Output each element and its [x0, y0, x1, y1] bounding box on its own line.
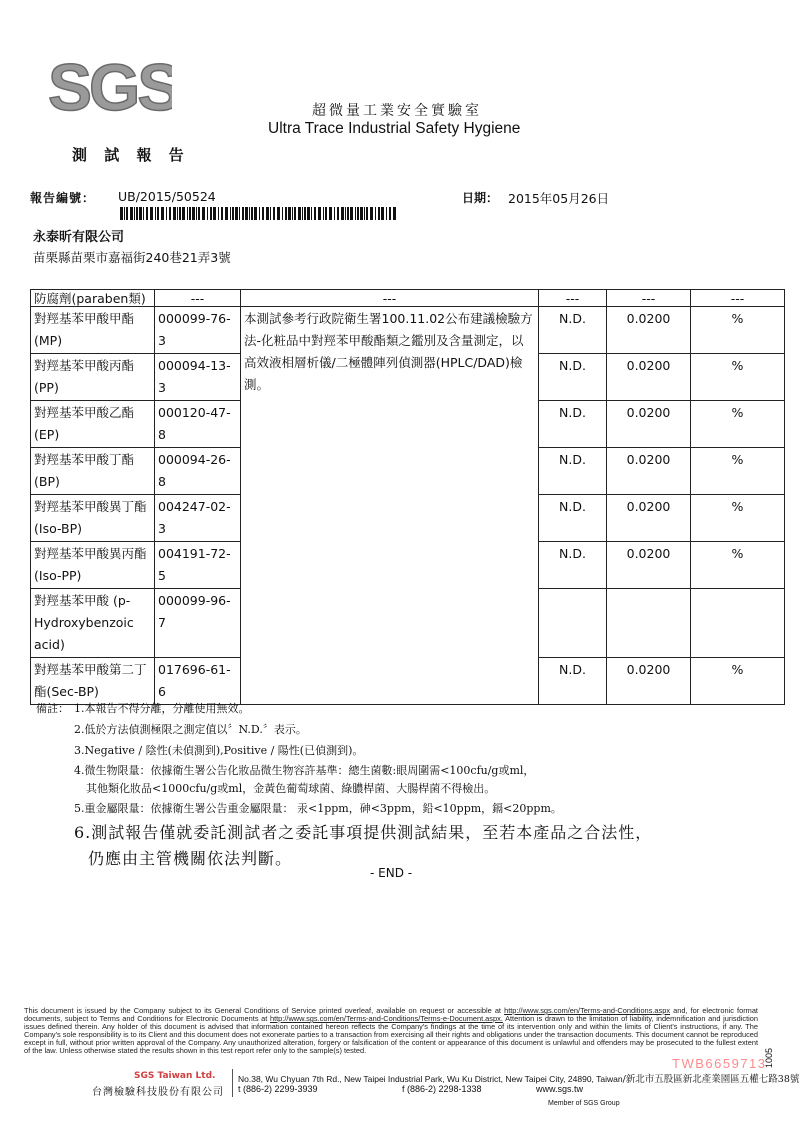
barcode-bar — [334, 207, 335, 220]
barcode-bar — [232, 207, 234, 220]
note-4: 4.微生物限量：依據衛生署公告化妝品微生物容許基準：總生菌數:眼周圍需<100cfu/g或ml， — [74, 764, 535, 777]
row-result: N.D. — [539, 448, 607, 495]
row-name: 對羥基苯甲酸甲酯(MP) — [31, 307, 155, 354]
row-name: 對羥基苯甲酸異丙酯(Iso-PP) — [31, 542, 155, 589]
row-mdl — [607, 589, 691, 658]
barcode-bar — [266, 207, 269, 220]
barcode-bar — [239, 207, 240, 220]
barcode-bar — [150, 207, 153, 220]
barcode-bar — [192, 207, 195, 220]
barcode-bar — [124, 207, 125, 220]
disclaimer-part-3: Attention is drawn to the limitation of liability, indemnification and jurisdiction issues defined therein. Any holder of this document is advised that information contained hereon reflects the Company's findings at the time of its intervention only and within the limits of Client's instructions, if any. The Company's sole responsibility is to its Client and this document does not exonerate parties to a transaction from exercising all their rights and obligations under the transaction documents. This document cannot be reproduced except in full, without prior written approval of the Company. Any unauthorized alteration, forgery or falsification of the content or appearance of this document is unlawful and offenders may be prosecuted to the fullest extent of the law. Unless otherwise stated the results shown in this test report refer only to the sample(s) tested. — [24, 1014, 758, 1055]
note-1: 1.本報告不得分離，分離使用無效。 — [74, 702, 250, 715]
barcode-bar — [288, 207, 291, 220]
note-5: 5.重金屬限量：依據衛生署公告重金屬限量： 汞<1ppm，砷<3ppm，鉛<10ppm，鎘<20ppm。 — [74, 802, 562, 815]
row-cas: 000094-26-8 — [155, 448, 241, 495]
barcode-bar — [347, 207, 349, 220]
barcode-bar — [225, 207, 228, 220]
report-title: 測 試 報 告 — [72, 146, 190, 164]
barcode-bar — [294, 207, 296, 220]
row-mdl: 0.0200 — [607, 495, 691, 542]
barcode-bar — [161, 207, 164, 220]
footer-address-cn: /新北市五股區新北產業園區五權七路38號 — [622, 1074, 800, 1085]
barcode-bar — [157, 207, 159, 220]
barcode-bar — [386, 207, 387, 220]
footer-fax: f (886-2) 2298-1338 — [402, 1084, 482, 1094]
barcode-bar — [221, 207, 223, 220]
row-cas: 017696-61-6 — [155, 658, 241, 705]
row-mdl: 0.0200 — [607, 448, 691, 495]
barcode-bar — [130, 207, 133, 220]
row-cas: 000099-96-7 — [155, 589, 241, 658]
barcode-bar — [230, 207, 231, 220]
barcode-bar — [307, 207, 310, 220]
client-address: 苗栗縣苗栗市嘉福街240巷21弄3號 — [33, 250, 231, 265]
footer-telephone: t (886-2) 2299-3939 — [238, 1084, 318, 1094]
barcode-bar — [235, 207, 238, 220]
barcode-bar — [202, 207, 205, 220]
barcode-bar — [189, 207, 191, 220]
note-3: 3.Negative / 陰性(未偵測到),Positive / 陽性(已偵測到)。 — [74, 744, 364, 757]
header-mdl: --- — [607, 290, 691, 307]
member-of-sgs: Member of SGS Group — [548, 1100, 620, 1107]
footer-website[interactable]: www.sgs.tw — [536, 1084, 584, 1094]
barcode-bar — [298, 207, 301, 220]
barcode-bar — [166, 207, 167, 220]
row-cas: 000120-47-8 — [155, 401, 241, 448]
barcode-bar — [277, 207, 280, 220]
barcode-bar — [273, 207, 275, 220]
barcode-bar — [357, 207, 359, 220]
barcode-bar — [126, 207, 128, 220]
header-result: --- — [539, 290, 607, 307]
row-unit: % — [691, 448, 785, 495]
barcode-bar — [169, 207, 171, 220]
method-description: 本測試參考行政院衛生署100.11.02公布建議檢驗方法-化粧品中對羥苯甲酸酯類之鑑別及含量測定，以高效液相層析儀/二極體陣列偵測器(HPLC/DAD)檢測。 — [241, 307, 539, 705]
note-2: 2.低於方法偵測極限之測定值以〞N.D.〞表示。 — [74, 723, 307, 736]
barcode-bar — [292, 207, 293, 220]
row-result: N.D. — [539, 658, 607, 705]
barcode-bar — [254, 207, 257, 220]
barcode-bar — [196, 207, 197, 220]
barcode-bar — [337, 207, 339, 220]
row-mdl: 0.0200 — [607, 542, 691, 589]
terms-link[interactable]: http://www.sgs.com/en/Terms-and-Conditions.aspx — [504, 1006, 671, 1015]
disclaimer-part-2: and, for electronic format documents, subject to Terms and Conditions for Electronic Documents at — [24, 1006, 758, 1023]
barcode-bar — [370, 207, 373, 220]
barcode-bar — [350, 207, 353, 220]
barcode-bar — [381, 207, 384, 220]
barcode-bar — [345, 207, 346, 220]
report-number: UB/2015/50524 — [118, 189, 216, 204]
note-4-cont: 其他類化妝品<1000cfu/g或ml，金黃色葡萄球菌、綠膿桿菌、大腸桿菌不得檢出。 — [86, 782, 496, 795]
barcode-bar — [136, 207, 138, 220]
row-result: N.D. — [539, 542, 607, 589]
barcode-bar — [389, 207, 391, 220]
header-method: --- — [241, 290, 539, 307]
header-item: 防腐劑(paraben類) — [31, 290, 155, 307]
row-result: N.D. — [539, 495, 607, 542]
row-unit: % — [691, 307, 785, 354]
page-code: 1005 — [764, 1048, 774, 1069]
row-mdl: 0.0200 — [607, 307, 691, 354]
barcode-bar — [207, 207, 208, 220]
barcode-bar — [304, 207, 306, 220]
barcode-bar — [177, 207, 178, 220]
disclaimer — [24, 1007, 758, 1055]
barcode-bar — [329, 207, 332, 220]
report-number-label: 報告編號： — [30, 191, 96, 205]
sgs-logo-graphic — [46, 52, 172, 122]
barcode-bar — [249, 207, 250, 220]
row-unit: % — [691, 542, 785, 589]
barcode-bar — [282, 207, 283, 220]
e-document-terms-link[interactable]: http://www.sgs.com/en/Terms-and-Conditions/Terms-e-Document.aspx. — [269, 1014, 503, 1023]
row-result: N.D. — [539, 401, 607, 448]
note-6-cont: 仍應由主管機關依法判斷。 — [88, 849, 293, 868]
table-row — [31, 307, 785, 354]
row-unit: % — [691, 401, 785, 448]
row-name: 對羥基苯甲酸乙酯(EP) — [31, 401, 155, 448]
barcode-bar — [139, 207, 142, 220]
table-header-row — [31, 290, 785, 307]
header-cas: --- — [155, 290, 241, 307]
barcode-bar — [210, 207, 212, 220]
row-mdl: 0.0200 — [607, 658, 691, 705]
barcode-bar — [120, 207, 123, 220]
barcode-bar — [213, 207, 216, 220]
barcode-bar — [179, 207, 181, 220]
barcode-bar — [187, 207, 188, 220]
footer-address — [238, 1071, 799, 1085]
report-date-label: 日期： — [462, 191, 499, 205]
barcode-bar — [378, 207, 380, 220]
lab-name-en: Ultra Trace Industrial Safety Hygiene — [268, 120, 521, 137]
barcode-bar — [245, 207, 248, 220]
footer-divider — [232, 1069, 233, 1097]
serial-number: TWB6659713 — [672, 1056, 767, 1071]
row-unit: % — [691, 354, 785, 401]
header-unit: --- — [691, 290, 785, 307]
barcode-bar — [375, 207, 376, 220]
row-unit: % — [691, 658, 785, 705]
row-unit — [691, 589, 785, 658]
row-mdl: 0.0200 — [607, 401, 691, 448]
barcode-bar — [393, 207, 396, 220]
barcode-bar — [314, 207, 316, 220]
barcode-bar — [173, 207, 176, 220]
row-cas: 004247-02-3 — [155, 495, 241, 542]
footer-address-en: No.38, Wu Chyuan 7th Rd., New Taipei Industrial Park, Wu Ku District, New Taipei City, 24890, Taiwan — [238, 1074, 623, 1084]
row-name: 對羥基苯甲酸丁酯(BP) — [31, 448, 155, 495]
barcode-bar — [262, 207, 264, 220]
barcode — [120, 207, 400, 220]
row-cas: 000099-76-3 — [155, 307, 241, 354]
barcode-bar — [302, 207, 303, 220]
row-unit: % — [691, 495, 785, 542]
row-name: 對羥基苯甲酸 (p-Hydroxybenzoic acid) — [31, 589, 155, 658]
sgs-logo — [46, 52, 172, 122]
barcode-bar — [259, 207, 260, 220]
row-result: N.D. — [539, 307, 607, 354]
barcode-bar — [155, 207, 156, 220]
barcode-bar — [198, 207, 200, 220]
row-mdl: 0.0200 — [607, 354, 691, 401]
report-date: 2015年05月26日 — [508, 191, 610, 206]
results-table — [30, 289, 785, 705]
end-marker: - END - — [370, 866, 413, 880]
notes-label: 備註： — [36, 702, 69, 715]
barcode-bar — [366, 207, 368, 220]
sgs-taiwan-name-cn: 台灣檢驗科技股份有限公司 — [92, 1087, 224, 1098]
barcode-bar — [270, 207, 271, 220]
client-company: 永泰昕有限公司 — [33, 230, 125, 245]
disclaimer-part-1: This document is issued by the Company subject to its General Conditions of Service printed overleaf, available on request or accessible at — [24, 1006, 505, 1015]
barcode-bar — [364, 207, 365, 220]
barcode-bar — [218, 207, 219, 220]
row-name: 對羥基苯甲酸異丁酯(Iso-BP) — [31, 495, 155, 542]
note-6: 6.測試報告僅就委託測試者之委託事項提供測試結果，至若本產品之合法性， — [74, 823, 653, 842]
row-cas: 000094-13-3 — [155, 354, 241, 401]
row-cas: 004191-72-5 — [155, 542, 241, 589]
row-name: 對羥基苯甲酸丙酯(PP) — [31, 354, 155, 401]
lab-name-cn: 超微量工業安全實驗室 — [312, 103, 482, 119]
barcode-bar — [311, 207, 312, 220]
barcode-bar — [325, 207, 327, 220]
barcode-bar — [341, 207, 344, 220]
barcode-bar — [182, 207, 185, 220]
row-result — [539, 589, 607, 658]
row-result: N.D. — [539, 354, 607, 401]
barcode-bar — [134, 207, 135, 220]
barcode-bar — [285, 207, 287, 220]
barcode-bar — [251, 207, 253, 220]
barcode-bar — [355, 207, 356, 220]
barcode-bar — [360, 207, 363, 220]
sgs-logo-text: SGS — [48, 52, 172, 122]
barcode-bar — [318, 207, 321, 220]
sgs-taiwan-name: SGS Taiwan Ltd. — [134, 1071, 216, 1081]
barcode-bar — [146, 207, 148, 220]
barcode-bar — [323, 207, 324, 220]
row-name: 對羥基苯甲酸第二丁酯(Sec-BP) — [31, 658, 155, 705]
barcode-bar — [242, 207, 244, 220]
barcode-bar — [143, 207, 144, 220]
